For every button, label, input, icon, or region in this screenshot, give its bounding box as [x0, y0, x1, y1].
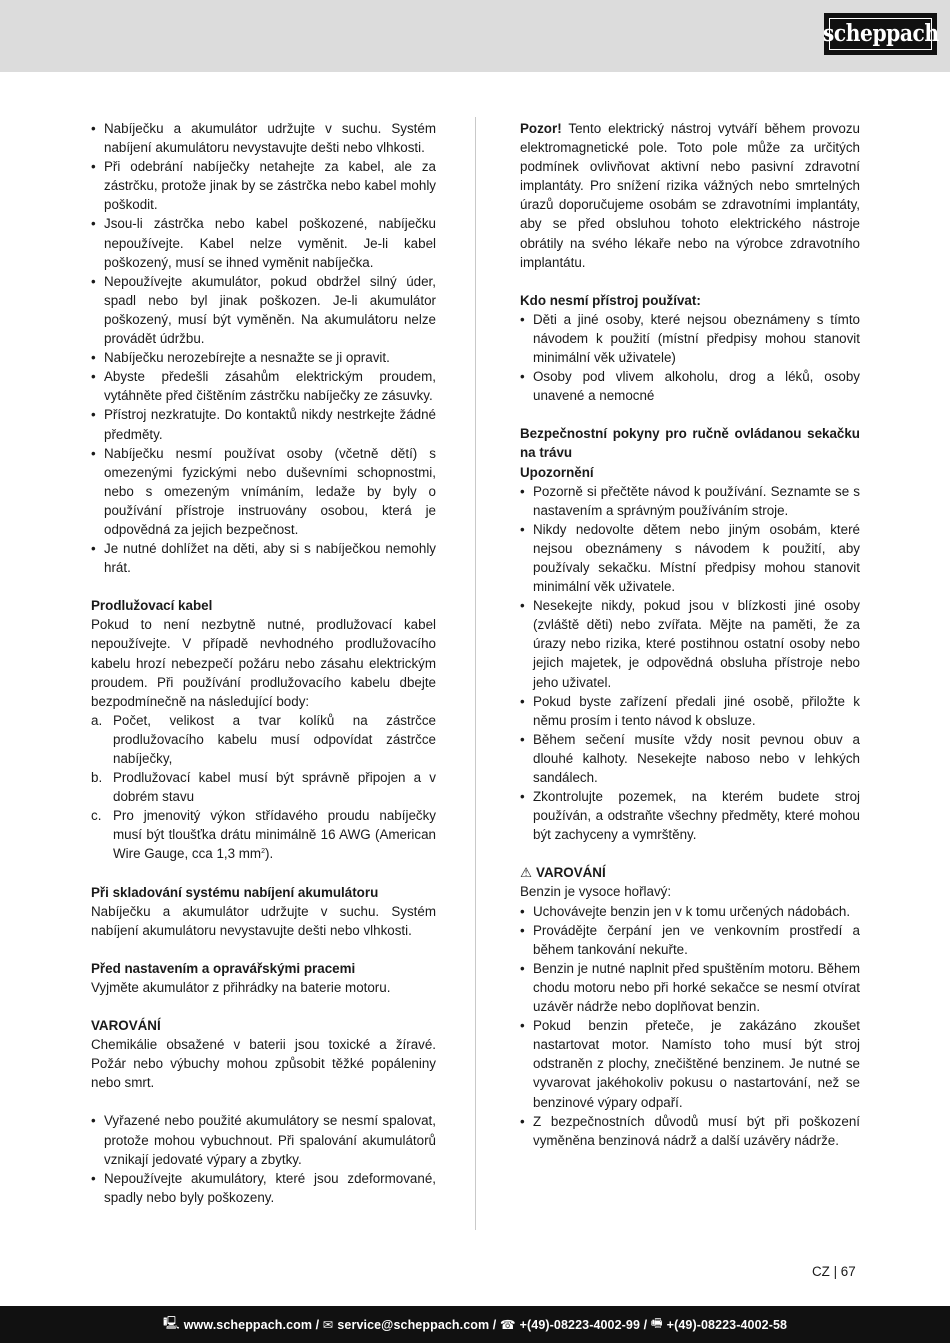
extension-cable-text: Pokud to není nezbytně nutné, prodlužovací kabel nepoužívejte. V případě nevhodného prodlužovacího kabelu hrozí nebezpečí požáru nebo zásahu elektrickým proudem. Při používání prodlužovacího kabelu dbejte bezpodmínečně na následující body:: [91, 617, 436, 709]
email-link[interactable]: service@scheppach.com /: [337, 1317, 497, 1332]
left-column: [91, 119, 436, 1207]
safety-heading: Bezpečnostní pokyny pro ručně ovládanou sekačku na trávu: [520, 426, 860, 461]
list-item: • Pokud byste zařízení předali jiné osobě, přiložte k němu prosím i tento návod k obsluze.: [520, 692, 860, 730]
warning-triangle-icon: ⚠: [520, 865, 533, 881]
list-item: • Nabíječku nesmí používat osoby (včetně dětí) s omezenými fyzickými nebo duševními schopnostmi, nebo s omezeným vnímáním, ledaže by byly o používání přístroje instruovány osobou, která je odpovědná za jejich bezpečnost.: [91, 444, 436, 539]
footer-contact-bar: [0, 1306, 950, 1343]
scheppach-logo: [824, 13, 937, 55]
fuel-bullet-list: [520, 902, 860, 1150]
list-item: c. Pro jmenovitý výkon střídavého proudu nabíječky musí být tloušťka drátu minimálně 16 AWG (American Wire Gauge, cca 1,3 $mm^2$).: [91, 808, 436, 862]
notice-heading: Upozornění: [520, 464, 594, 480]
battery-bullet-list: [91, 1111, 436, 1206]
battery-warning-text: Chemikálie obsažené v baterii jsou toxické a žíravé. Požár nebo výbuchy mohou způsobit těžké popáleniny nebo smrt.: [91, 1037, 436, 1091]
list-item: • Pokud benzin přeteče, je zakázáno zkoušet nastartovat motor. Namísto toho musí být stroj odstraněn z plochy, znečištěné benzinem. Je nutné se vyvarovat jakéhokoliv pokusu o nastartování, než se benzinové výpary odpaří.: [520, 1016, 860, 1111]
repair-text: Vyjměte akumulátor z přihrádky na baterie motoru.: [91, 979, 391, 995]
phone-icon: ☎: [499, 1318, 516, 1332]
list-item: • Nepoužívejte akumulátor, pokud obdržel silný úder, spadl nebo byl jinak poškozen. Je-li akumulátor poškozený, musí být vyměněn. Na akumulátoru nelze provádět údržbu.: [91, 272, 436, 348]
storage-heading: Při skladování systému nabíjení akumulátoru: [91, 884, 379, 900]
list-item: • Provádějte čerpání jen ve venkovním prostředí a během tankování nekuřte.: [520, 921, 860, 959]
fax-icon: 🖷: [650, 1316, 663, 1330]
attention-label: Pozor!: [520, 121, 562, 136]
extension-cable-list: [91, 711, 436, 864]
list-item: • Během sečení musíte vždy nosit pevnou obuv a dlouhé kalhoty. Nesekejte naboso nebo v lehkých sandálech.: [520, 730, 860, 787]
right-column: [520, 119, 860, 1150]
list-item: • Nesekejte nikdy, pokud jsou v blízkosti jiné osoby (zvláště děti) nebo zvířata. Mějte na paměti, že za úrazy nebo rizika, které postihnou ostatní osoby nebo jejich majetek, je odpovědná obsluha přístroje nebo jeho uživatel.: [520, 596, 860, 691]
battery-warning-heading: VAROVÁNÍ: [91, 1018, 161, 1034]
list-item: • Přístroj nezkratujte. Do kontaktů nikdy nestrkejte žádné předměty.: [91, 405, 436, 443]
page-number: CZ | 67: [812, 1264, 856, 1279]
list-item: • Při odebrání nabíječky netahejte za kabel, ale za zástrčku, protože jinak by se zástrčka nebo kabel mohly poškodit.: [91, 157, 436, 214]
who-heading: Kdo nesmí přístroj používat:: [520, 292, 701, 308]
list-item: • Pozorně si přečtěte návod k používání. Seznamte se s nastavením a správným používáním stroje.: [520, 482, 860, 520]
list-item: • Benzin je nutné naplnit před spuštěním motoru. Během chodu motoru nebo při horké sekačce se nesmí otvírat uzávěr nádrže nebo doplňovat benzin.: [520, 959, 860, 1016]
list-item: b. Prodlužovací kabel musí být správně připojen a v dobrém stavu: [91, 770, 436, 805]
computer-icon: 🖳: [162, 1316, 180, 1330]
extension-cable-heading: Prodlužovací kabel: [91, 598, 213, 614]
list-item: • Děti a jiné osoby, které nejsou obeznámeny s tímto návodem k použití (místní předpisy mohou stanovit minimální věk uživatele): [520, 310, 860, 367]
phone-number: +(49)-08223-4002-99 /: [519, 1317, 648, 1332]
list-item: • Abyste předešli zásahům elektrickým proudem, vytáhněte před čištěním zástrčku nabíječky ze zásuvky.: [91, 367, 436, 405]
list-item: • Nikdy nedovolte dětem nebo jiným osobám, které nejsou obeznámeny s návodem k použití, aby používaly sekačku. Místní předpisy mohou stanovit minimální věk uživatele.: [520, 520, 860, 596]
mail-icon: ✉: [322, 1318, 334, 1332]
list-item: • Vyřazené nebo použité akumulátory se nesmí spalovat, protože mohou vybuchnout. Při spalování akumulátorů vznikají jedovaté výpary a zbytky.: [91, 1111, 436, 1168]
fuel-warning-text: Benzin je vysoce hořlavý:: [520, 884, 672, 900]
list-item: • Nabíječku a akumulátor udržujte v suchu. Systém nabíjení akumulátoru nevystavujte dešti nebo vlhkosti.: [91, 119, 436, 157]
list-item: • Je nutné dohlížet na děti, aby si s nabíječkou nemohly hrát.: [91, 539, 436, 577]
column-divider: [475, 117, 476, 1230]
who-bullet-list: [520, 310, 860, 405]
list-item: • Z bezpečnostních důvodů musí být při poškození vyměněna benzinová nádrž a další uzávěry nádrže.: [520, 1112, 860, 1150]
logo-text: scheppach: [822, 19, 939, 47]
header-band: [0, 0, 950, 72]
emf-notice: Pozor! Tento elektrický nástroj vytváří během provozu elektromagnetické pole. Toto pole může za určitých podmínek ovlivňovat aktivní nebo pasivní zdravotní implantáty. Pro snížení rizika vážných nebo smrtelných úrazů doporučujeme osobám se zdravotními implantáty, aby se před obsluhou tohoto elektrického nástroje obrátily na svého lékaře nebo na výrobce zdravotního implantátu.: [520, 121, 860, 270]
list-item: • Zkontrolujte pozemek, na kterém budete stroj používán, a odstraňte všechny předměty, které mohou být zachyceny a vymrštěny.: [520, 787, 860, 844]
website-link[interactable]: www.scheppach.com /: [183, 1317, 320, 1332]
list-item: a. Počet, velikost a tvar kolíků na zástrčce prodlužovacího kabelu musí odpovídat zástrčce nabíječky,: [91, 712, 436, 766]
storage-text: Nabíječku a akumulátor udržujte v suchu. Systém nabíjení akumulátoru nevystavujte dešti nebo vlhkosti.: [91, 903, 436, 938]
list-item: • Jsou-li zástrčka nebo kabel poškozené, nabíječku nepoužívejte. Kabel nelze vyměnit. Je-li kabel poškozený, musí se ihned vyměnit nabíječka.: [91, 214, 436, 271]
list-item: • Nepoužívejte akumulátory, které jsou zdeformované, spadly nebo byly poškozeny.: [91, 1169, 436, 1207]
fuel-warning-heading: ⚠ VAROVÁNÍ: [520, 863, 860, 882]
list-item: • Osoby pod vlivem alkoholu, drog a léků, osoby unavené a nemocné: [520, 367, 860, 405]
list-item: • Uchovávejte benzin jen v k tomu určených nádobách.: [520, 902, 860, 921]
repair-heading: Před nastavením a opravářskými pracemi: [91, 960, 356, 976]
notice-bullet-list: [520, 482, 860, 845]
list-item: • Nabíječku nerozebírejte a nesnažte se ji opravit.: [91, 348, 436, 367]
fax-number: +(49)-08223-4002-58: [666, 1317, 788, 1332]
charger-bullet-list: [91, 119, 436, 577]
